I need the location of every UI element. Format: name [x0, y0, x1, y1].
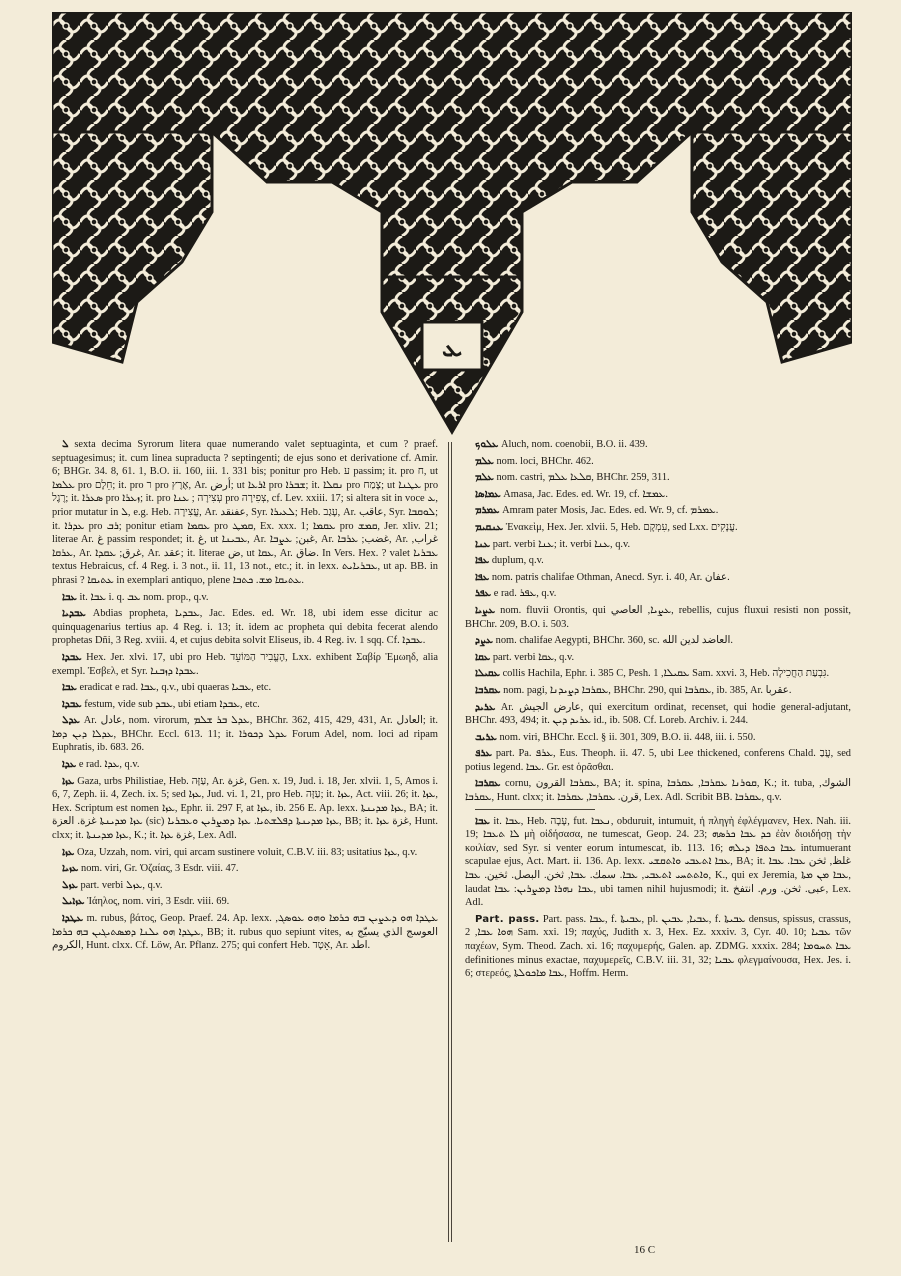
dictionary-entry [465, 667, 851, 681]
dictionary-entry [52, 714, 438, 755]
entry-definition: nom. fluvii Orontis, qui ܥܨܝܐ, العاصي, rebellis, cujus fluxui resisti non possit, BHChr. 209, B.O. i. 503. [465, 604, 852, 630]
entry-headword: ܥܒܕܐ [62, 651, 82, 663]
entry-definition: sexta decima Syrorum litera quae numerando valet septuaginta, et cum ? praef. septuagesimus; it. cum linea supraducta ? septingenti; de ejus sono et derivatione cf. Amir. 6; BHGr. 34. 8, 61. 1, B.O. ii. 160, iii. 1. 331 bis; ponitur pro Heb. ע passim; it. pro ח, ut ܥܠܡܐ pro חֵלֶם; it. pro ר pro אֶרֶץ, Ar. أرض; ut ܐܪܥܐ pro ܫܒܪܐ; it. ܢܩܠܐ pro צֶמַח; ut ܥܛܢܐ pro רֶגֶל; it. ܣܥܪܐ pro ܙܥܪܐ; it. pro עְצִירָה ; ܥܢܐ pro צְפִירָה, cf. Lev. xxiii. 17; si altera sit in voce ܥ, prior mutatur in ܠ, e.g. Heb. עֲצִירָה, Ar. عفنقد, Syr. ܠܥܝܪܐ; Heb. עָגַב, Ar. عاقب, Syr. ܠܘܩܒܐ; it. ܥܕܪܐ pro ܪܒ; ponitur etiam ܥܩܡܐ pro ܩܡܛ, Ex. xxx. 1; ܥܩܡܐ pro ܩܡܫ, Jer. xliv. 21; literae Ar. غ passim respondet; it. غ, ut ܥܒܝܢܐ, Ar. غبن; ܥܨܒܐ, Ar. غضب; ܥܪܒܐ, Ar. غراب, ܥܪܩܐ, Ar. غرق; ܥܩܕܐ, Ar. عقد; it. literae ض, ut ܥܩܐ, Ar. ضاق. In Vers. Hex. ? valet ܥܒܪܝܐ textus Hebraicus, cf. 4 Reg. i. 3 not., ii. 11, 13 not., etc.; it. in lexx. ܥܒܪܝܐܝܬ, ut ap. BB. in phrasi ? ܥܬܝܩܐ in exemplari antiquo, plene ܥܬܝܩܐ ܡܫ. ܟܬܒܐ. [52, 439, 439, 586]
dictionary-entry [52, 681, 438, 695]
dictionary-entry [52, 651, 438, 678]
dictionary-entry [465, 571, 851, 585]
entry-headword: ܥܢܐ [475, 538, 491, 550]
entry-headword: ܥܕܐ [62, 759, 77, 771]
entry-definition: e rad. ܥܦܪ, q.v. [491, 588, 557, 600]
entry-definition: Part. pass. ܥܒܐ, f. ܥܒܝܬܐ, pl. ܥܒܝܐ, ܥܒܝܢ, f. ܥܒܝܬܐ densus, spissus, crassus, ܗܘܐ ܥܒܐ, 2 Sam. xxi. 19; παχύς, Judith x. 3, Hex. Ez. xxxiv. 3, Cyr. 40. 10; ܥܒܝܐ τῶν παχέων, Sym. Theod. Zach. xi. 16; παχυμερής, Galen. ap. ZDMG. xxxix. 284; ܥܒܐ ܬܚܘܡܐ definitiones minus exactae, παχυμερεῖς, C.B.V. iii. 31, 32; ܥܒܝܐ φλεγμαίνουσα, Hex. Jes. i. 6; στερεός, ܥܒܐ ܡܐܟܘܠܬܐ, Hoffm. Herm. [465, 913, 852, 980]
entry-headword: ܥܡܐܣܐ [475, 488, 501, 500]
dictionary-entry [465, 538, 851, 552]
entry-headword: ܥܨܕ [475, 635, 494, 647]
dictionary-entry [52, 879, 438, 893]
entry-definition: Amram pater Mosis, Jac. Edes. ed. Wr. 9, cf. ܥܡܪܡ. [499, 505, 719, 517]
entry-headword: ܥܦܐ [475, 555, 490, 567]
dictionary-entry [52, 438, 438, 588]
dictionary-entry [465, 554, 851, 568]
dictionary-entry [465, 634, 851, 648]
entry-headword: ܥܕܠ [62, 715, 80, 727]
entry-headword: ܥܒܕܐ [62, 698, 82, 710]
dictionary-entry [52, 758, 438, 772]
entry-headword: ܥܒܐ [475, 815, 490, 827]
entry-headword: ܥܪܝܕ [475, 701, 496, 713]
entry-definition: Ar. عارض الجيش, qui exercitum ordinat, recenset, qui hodie general-adjutant, BHChr. 493, 494; it. ܥܪܝܕ ܕܝܢ id., ib. 508. Cf. Loreb. Archiv. i. 244. [465, 701, 852, 727]
entry-definition: part. verbi ܥܩܐ, q.v. [490, 651, 575, 663]
dictionary-entry [465, 438, 851, 452]
left-column [52, 438, 438, 956]
entry-headword: ܥܒܕܝܐ [62, 608, 86, 620]
dictionary-entry [465, 471, 851, 485]
dictionary-entry [465, 731, 851, 745]
entry-definition: Abdias propheta, ܥܒܕܝܐ, Jac. Edes. ed. Wr. 18, ubi idem esse dicitur ac quinquagenarius tertius ap. 4 Reg. i. 13; it. idem ac propheta qui debita fecerat alendo prophetas Dñi, 3 Reg. xviii. 4, et cujus debita solvit Eliseus, ib. 4 Reg. iv. 1 sqq. Cf. ܥܒܕܐ. [52, 608, 438, 647]
entry-headword: ܥܩܝܠܐ [475, 668, 500, 680]
entry-definition: nom. pagi, ܥܩܪܒܐ ܕܨܝܕܢܐ, BHChr. 290, qui ܥܩܪܒܐ, ib. 385, Ar. عقربا. [500, 684, 792, 696]
dictionary-entry [465, 455, 851, 469]
dictionary-entry [465, 604, 851, 631]
dictionary-entry [52, 862, 438, 876]
column-divider [451, 442, 452, 1242]
entry-definition: nom. viri, BHChr. Eccl. § ii. 301, 309, B.O. ii. 448, iii. i. 550. [496, 731, 756, 743]
entry-definition: part. verbi ܥܙܠ, q.v. [77, 879, 163, 891]
entry-headword: ܥܩܪܒܐ [475, 684, 501, 696]
entry-definition: e rad. ܥܕܐ, q.v. [76, 759, 140, 771]
entry-definition: festum, vide sub ܥܒܕ, ubi etiam ܥܒܕܐ, etc. [81, 698, 260, 710]
entry-definition: it. ܥܒܐ i. q. ܥܒ nom. prop., q.v. [76, 591, 209, 603]
right-column [465, 438, 851, 984]
headpiece-knotwork-ornament [52, 12, 852, 442]
dictionary-entry [465, 684, 851, 698]
entry-headword: ܥܢܩܝܡ [475, 521, 504, 533]
entry-headword: ܥܒܐ [62, 591, 77, 603]
entry-definition: eradicat e rad. ܥܒܐ, q.v., ubi quaeras ܥܒܝܐ, etc. [76, 682, 272, 694]
dictionary-entry [465, 815, 851, 910]
entry-headword: ܥܩܐ [475, 651, 491, 663]
dictionary-entry [465, 587, 851, 601]
entry-definition: Ar. عادل, nom. virorum, ܥܕܠ ܒܪ ܫܠܡ, BHChr. 362, 415, 429, 431, Ar. العادل; it. ܥܕܠܐ ܕܝܢ ܕܡܐ, BHChr. Eccl. 613. 11; it. ܥܕܠ ܕܟܘܪܐ Forum Adel, nom. loci ad ripam Euphratis, ib. 683. 26. [52, 715, 439, 754]
entry-headword: ܥܡܪܡ [475, 505, 500, 517]
entry-definition: Gaza, urbs Philistiae, Heb. עַזָּה, Ar. غزة, Gen. x. 19, Jud. i. 18, Jer. xlvii. 1, 5, Amos i. 6, 7, Zeph. ii. 4, Zech. ix. 5; sed ܥܙܐ, Jud. vi. 1, 21, pro Heb. עַזָּה; it. ܥܙܐ, Act. viii. 26; it. ܥܙܐ, Hex. Scriptum est nomen ܥܙܐ, Ephr. ii. 297 F, at ܥܙܐ, ib. 256 E. Ap. lexx. ܥܙܐ ܡܕܝܢܬܐ, BA; it. ܥܙܐ ܡܕܝܢܬܐ غزة. العزة (sic) ܥܙܐ ܡܕܝܢܬܐ ܕܦܠܫܬܝܐ. ܥܙܐ ܕܡܨܪܝܢ ܘܥܒܪܝܐ, BB; it. غزة ܥܙܐ, Hunt. clxx; it. ܥܙܐ ܡܕܝܢܬܐ, K.; it. غزة ܥܙܐ, Lex. Adl. [52, 775, 439, 842]
section-rule [475, 809, 595, 810]
dictionary-entry [465, 521, 851, 535]
dictionary-entry [465, 651, 851, 665]
entry-definition: cornu, ܥܩܪܒܐ القرون, BA; it. spina, ܩܘܪܢܐ ܥܩܪܒܐ, ܥܩܪܒܐ, K.; it. tuba, الشوك, ܥܩܪܒܐ, Hunt. clxx; it. قرن. ܥܩܪܒܐ, ܥܩܪܒܐ, Lex. Adl. Scribit BB. ܥܩܪܒܐ, q.v. [465, 778, 851, 804]
entry-headword: ܥܒܐ [62, 682, 77, 694]
entry-headword: ܥܨܝܐ [475, 604, 496, 616]
entry-definition: Ἐνακεὶμ, Hex. Jer. xlvii. 5, Heb. עִמְקָם, sed Lxx. עֲנָקִים. [503, 521, 738, 533]
entry-headword: Part. pass. [475, 913, 540, 925]
entry-definition: Hex. Jer. xlvi. 17, ubi pro Heb. הֶעֱבִיר הַמּוֹעֵד, Lxx. exhibent Σαβίρ Ἐμωηδ, alia exempl. Ἐσβελ, et Syr. ܥܒܕܐ ܕܙܒܢܐ. [52, 651, 438, 677]
entry-headword: ܥܙܐ [62, 775, 75, 787]
signature-mark: 16 C [634, 1244, 656, 1256]
entry-headword: ܥܪܝܒ [475, 731, 497, 743]
entry-definition: nom. castri, ܩܠܥܐ ܥܠܡ, BHChr. 259, 311. [493, 472, 670, 484]
entry-headword: ܥܙܐ [62, 846, 75, 858]
entry-definition: it. ܥܒܐ, Heb. עָבָה, fut. ܢܥܒܐ, obduruit, intumuit, ἡ πληγὴ ἐφλέγμανεν, Hex. Nah. iii. 19; ܠܐ ܬܥܒܐ μὴ οἰδήσασα, ne tumescat, Geop. 24. 23; ܟܕ ܥܒܐ ܟܪܣܗ ἐὰν διοιδήσῃ τὴν κοιλίαν, sed Syr. si venter eorum intumescat, ib. 113. 16; ܥܒܐ ܟܬܦܐ ܕܝܠܗ intumuerant scapulae ejus, Act. Mart. ii. 136. Ap. lexx. ܥܒܐ ܐܬܥܒܝ ܘܐܬܩܫܝ, BA; it. غلظ, ثخن ܥܒܐ. ܥܒܐ ܘܐܬܬܚܝ ܐܬܥܒܝ, ܥܒܐ. سمك. ܥܒܐ, ثخن. البصل. ثخين. ܥܒܐ, K., qui ex Jeremia, ܥܒܐ ܡܢ ܡܬܐ, laudat ܥܒܐ ܢܗܪܐ ܕܡܨܪܝܢ: ܥܒܐ, ubi tamen nihil hujusmodi; it. عبى. ثخن. ورم. انتفخ, Lex. Adl. [465, 815, 852, 909]
dictionary-entry [465, 488, 851, 502]
dictionary-entry [52, 912, 438, 953]
column-divider [448, 442, 449, 1242]
entry-definition: part. Pa. ܥܪܦ, Eus. Theoph. ii. 47. 5, ubi Lee thickened, conferens Chald. עֲבַ, sed potius legend. ܥܒܐ. Gr. est ὁρᾶσθαι. [465, 748, 851, 773]
entry-definition: duplum, q.v. [489, 555, 544, 567]
entry-headword: ܥܦܪ [475, 588, 492, 600]
entry-headword: ܥܛܕܐ [62, 913, 84, 924]
dictionary-entry [465, 777, 851, 804]
entry-definition: Amasa, Jac. Edes. ed. Wr. 19, cf. ܥܡܫܐ. [500, 488, 668, 500]
entry-headword: ܥܦܐ [475, 571, 490, 583]
dictionary-entry [52, 775, 438, 843]
entry-definition: nom. viri, Gr. Ὀζαίας, 3 Esdr. viii. 47. [78, 863, 239, 875]
entry-definition: Ἰάηλος, nom. viri, 3 Esdr. viii. 69. [84, 896, 230, 908]
entry-headword: ܥܙܐܝܠ [62, 896, 85, 908]
entry-definition: part. verbi ܥܢܐ; it. verbi ܥܢܐ, q.v. [490, 538, 631, 550]
dictionary-entry [52, 591, 438, 605]
entry-definition: Aluch, nom. coenobii, B.O. ii. 439. [498, 439, 648, 450]
entry-headword: ܥܙܠ [62, 879, 78, 891]
dictionary-columns [52, 438, 852, 1258]
entry-definition: collis Hachila, Ephr. i. 385 C, Pesh. ܥܩܝܠܐ, 1 Sam. xxvi. 3, Heb. גִּבְעַת הַחֲכִילָה. [499, 668, 830, 680]
entry-headword: ܥܠܘܟ [475, 439, 499, 450]
dictionary-entry [465, 747, 851, 774]
dictionary-entry [465, 913, 851, 981]
entry-definition: Oza, Uzzah, nom. viri, qui arcam sustinere voluit, C.B.V. iii. 83; usitatius ܥܙܐ, q.v. [74, 846, 418, 858]
dictionary-entry [52, 607, 438, 648]
entry-definition: nom. chalifae Aegypti, BHChr. 360, sc. العاضد لدين الله. [493, 635, 733, 647]
entry-definition: nom. loci, BHChr. 462. [493, 455, 594, 467]
entry-headword: ܥܠܡ [475, 472, 494, 484]
dictionary-entry [52, 846, 438, 860]
dictionary-entry [52, 895, 438, 909]
dictionary-entry [465, 701, 851, 728]
dictionary-entry [465, 504, 851, 518]
entry-definition: m. rubus, βάτος, Geop. Praef. 24. Ap. lexx. ܥܛܕܐ ܗܘ ܕܥܨܝܢ ܒܗ ܟܪܡܐ ܘܗܘ ܥܘܣܓ, ܥܛܕܐ ܗܘ ܝܠܢܐ ܕܡܣܬܝܓܝܢ ܒܗ ܟܪܡܐ, BB; it. rubus quo sepiunt vites, العوسج الذي يسيّج به الكروم, Hunt. clxx. Cf. Löw, Ar. Pflanz. 275; qui confert Heb. אָטָד, Ar. اطد. [52, 913, 438, 952]
entry-headword: ܠ [62, 439, 69, 450]
entry-headword: ܥܠܡ [475, 455, 494, 467]
entry-headword: ܥܩܪܒܐ [475, 778, 501, 790]
ornament-initial-letter: ܥ [441, 333, 463, 363]
entry-headword: ܥܪܦ [475, 748, 492, 760]
entry-definition: nom. patris chalifae Othman, Anecd. Syr. i. 40, Ar. عفان. [489, 571, 730, 583]
entry-headword: ܥܙܝܐ [62, 863, 79, 875]
dictionary-entry [52, 698, 438, 712]
